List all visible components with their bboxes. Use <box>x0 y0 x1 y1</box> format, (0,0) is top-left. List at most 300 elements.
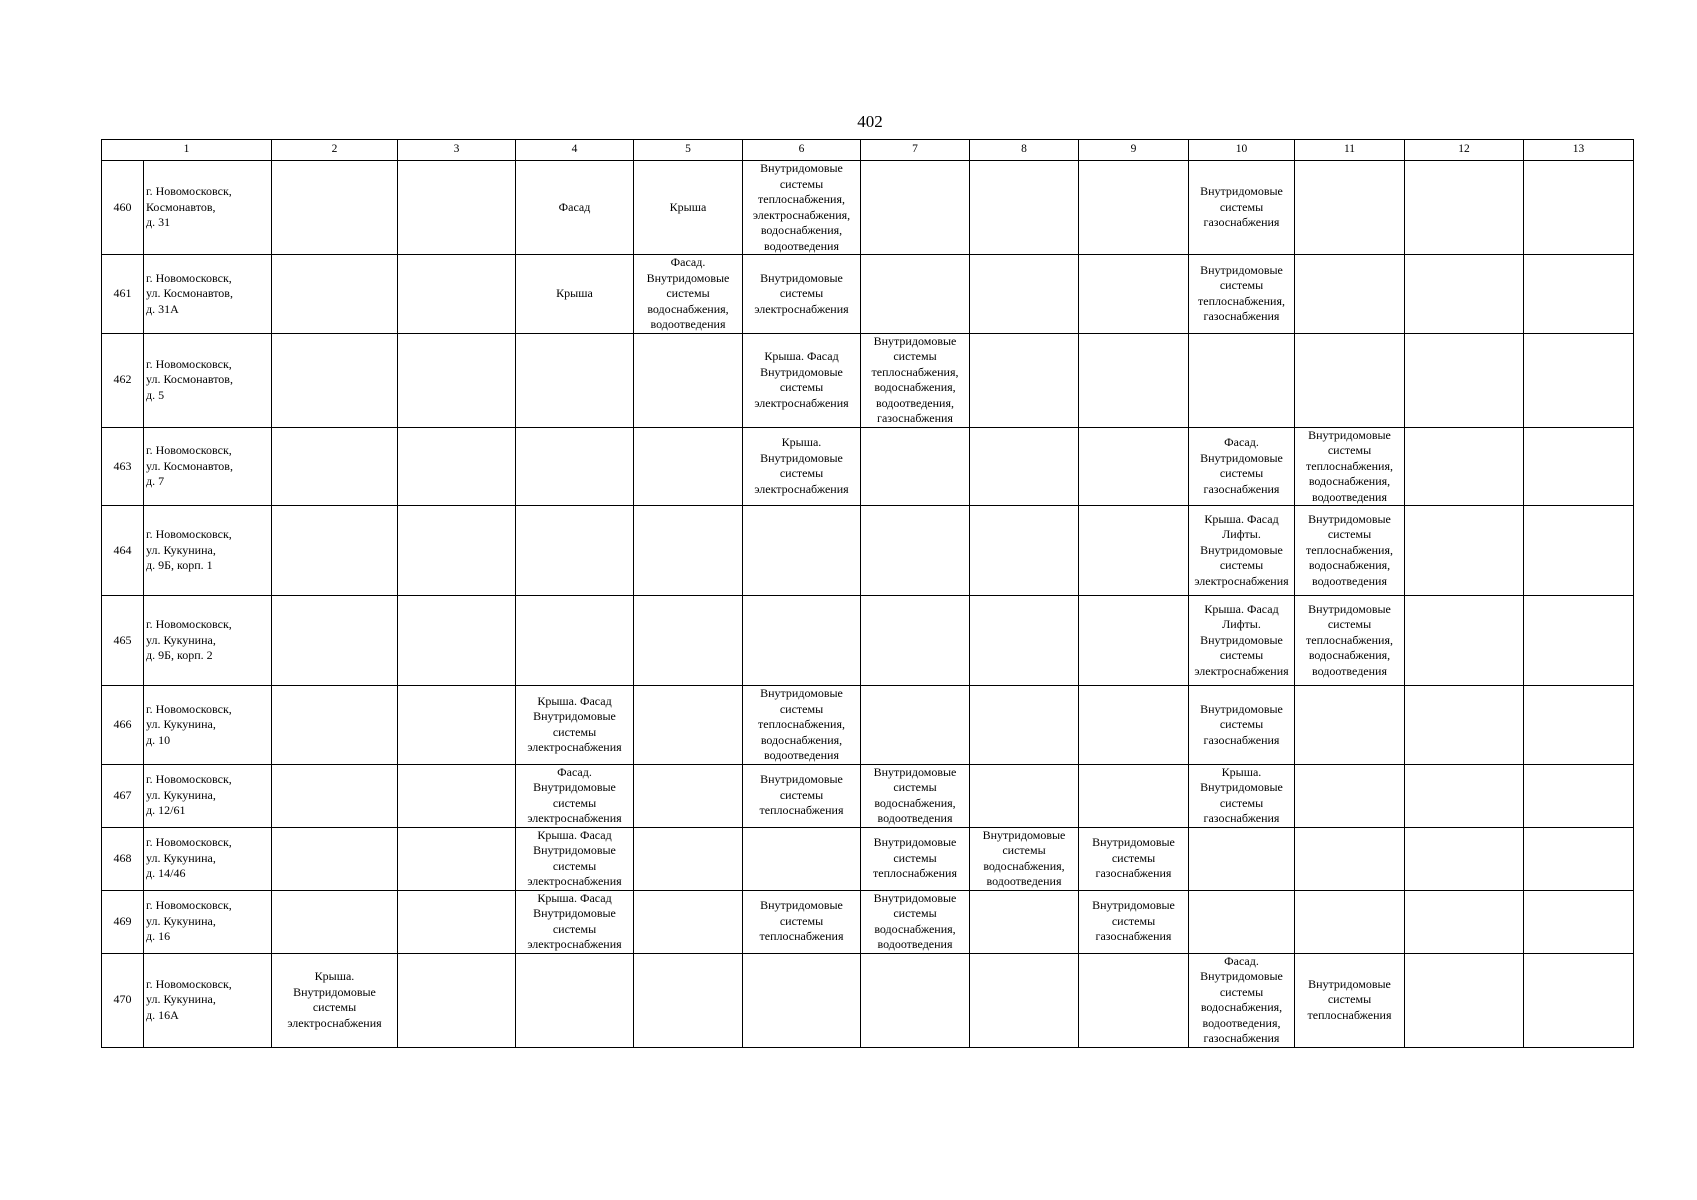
work-cell-col-13 <box>1524 333 1634 427</box>
work-cell-col-3 <box>398 764 516 827</box>
work-cell-col-5 <box>634 427 743 506</box>
work-text-line: теплоснабжения, <box>758 192 845 206</box>
address-line: г. Новомосковск, <box>146 898 232 913</box>
work-text-line: системы <box>1327 992 1372 1007</box>
work-cell-col-6 <box>743 890 861 953</box>
work-cell-col-12 <box>1405 686 1524 765</box>
row-number: 460 <box>102 161 144 255</box>
work-cell-col-8 <box>970 827 1079 890</box>
work-cell-col-12 <box>1405 427 1524 506</box>
work-text-line: электроснабжения <box>527 811 622 825</box>
work-cell-col-10 <box>1189 764 1295 827</box>
work-text-line: системы <box>1327 443 1372 457</box>
table-row <box>102 506 1634 596</box>
work-text-line: Внутридомовые <box>1200 262 1283 277</box>
row-number: 461 <box>102 255 144 334</box>
work-text-line: теплоснабжения <box>759 803 844 818</box>
work-cell-col-12 <box>1405 890 1524 953</box>
work-cell-col-9 <box>1079 686 1189 765</box>
work-cell-col-3 <box>398 890 516 953</box>
work-text-line: водоснабжения, <box>874 921 956 936</box>
address-line: г. Новомосковск, <box>146 835 232 850</box>
work-text-line: теплоснабжения <box>873 866 957 881</box>
work-cell-col-10 <box>1189 596 1295 686</box>
work-cell-col-6 <box>743 953 861 1047</box>
work-text-line: системы <box>1219 648 1264 663</box>
work-text-line: водоотведения <box>650 317 726 331</box>
work-cell-col-13 <box>1524 506 1634 596</box>
work-cell-col-8 <box>970 953 1079 1047</box>
work-cell-col-3 <box>398 333 516 427</box>
work-text-line: Внутридомовые <box>873 764 957 779</box>
work-cell-col-7 <box>861 333 970 427</box>
address-line: г. Новомосковск, <box>146 976 232 991</box>
work-text-line: системы <box>1219 278 1264 293</box>
work-cell-col-12 <box>1405 596 1524 686</box>
address-cell <box>144 890 272 953</box>
work-cell-col-11 <box>1295 161 1405 255</box>
work-text-line: Внутридомовые <box>1092 898 1175 913</box>
work-cell-col-7 <box>861 953 970 1047</box>
work-cell-col-5 <box>634 333 743 427</box>
work-cell-col-4 <box>516 953 634 1047</box>
column-number-header: 10 <box>1189 140 1295 161</box>
work-cell-col-6 <box>743 686 861 765</box>
address-line: г. Новомосковск, <box>146 270 232 285</box>
table-row <box>102 596 1634 686</box>
work-cell-col-2 <box>272 953 398 1047</box>
work-text-line: газоснабжения <box>1203 215 1280 230</box>
work-cell-col-7 <box>861 596 970 686</box>
work-cell-col-8 <box>970 427 1079 506</box>
work-text-line: системы <box>893 906 937 920</box>
work-cell-col-6 <box>743 161 861 255</box>
work-text-line: системы <box>312 1000 357 1014</box>
address-line: ул. Кукунина, <box>146 913 216 928</box>
work-cell-col-3 <box>398 596 516 686</box>
address-cell <box>144 333 272 427</box>
address-cell <box>144 255 272 334</box>
work-cell-col-7 <box>861 764 970 827</box>
work-cell-col-10 <box>1189 890 1295 953</box>
work-cell-col-8 <box>970 333 1079 427</box>
address-line: г. Новомосковск, <box>146 617 232 632</box>
work-text-line: водоснабжения, <box>760 223 843 237</box>
work-text-line: водоснабжения, <box>1200 1000 1283 1014</box>
work-cell-col-11 <box>1295 686 1405 765</box>
work-text-line: системы <box>1219 984 1264 999</box>
repair-schedule-table <box>101 139 1634 1048</box>
column-number-header: 11 <box>1295 140 1405 161</box>
work-cell-col-8 <box>970 596 1079 686</box>
work-text-line: Внутридомовые <box>760 772 843 787</box>
work-text-line: водоотведения <box>877 937 953 951</box>
address-line: д. 9Б, корп. 1 <box>146 558 213 573</box>
work-text-line: Внутридомовые <box>1200 969 1283 983</box>
work-cell-col-11 <box>1295 506 1405 596</box>
work-cell-col-9 <box>1079 506 1189 596</box>
work-text-line: Внутридомовые <box>873 835 957 850</box>
address-line: д. 10 <box>146 732 171 747</box>
work-cell-col-12 <box>1405 333 1524 427</box>
work-text-line: водоотведения <box>1312 573 1387 588</box>
work-text-line: водоснабжения, <box>647 301 729 316</box>
work-text-line: газоснабжения <box>1095 866 1172 881</box>
work-text-line: Внутридомовые <box>533 709 616 724</box>
work-text-line: системы <box>1327 527 1372 542</box>
work-text-line: Внутридомовые <box>1200 450 1283 465</box>
address-line: д. 16А <box>146 1007 179 1022</box>
address-line: ул. Кукунина, <box>146 787 216 802</box>
work-cell-col-8 <box>970 686 1079 765</box>
column-number-header: 8 <box>970 140 1079 161</box>
address-line: д. 31А <box>146 301 179 316</box>
table-row <box>102 333 1634 427</box>
address-cell <box>144 427 272 506</box>
work-cell-col-2 <box>272 596 398 686</box>
address-line: г. Новомосковск, <box>146 772 232 787</box>
work-text-line: Крыша. Фасад <box>1204 511 1279 526</box>
work-text-line: Внутридомовые <box>646 270 730 285</box>
work-cell-col-10 <box>1189 686 1295 765</box>
work-text-line: системы <box>893 349 937 363</box>
work-text-line: Внутридомовые <box>1308 511 1391 526</box>
row-number: 467 <box>102 764 144 827</box>
work-cell-col-2 <box>272 506 398 596</box>
work-cell-col-11 <box>1295 596 1405 686</box>
work-text-line: Внутридомовые <box>873 333 957 348</box>
work-cell-col-3 <box>398 686 516 765</box>
work-text-line: системы <box>666 286 710 300</box>
work-cell-col-5 <box>634 255 743 334</box>
work-cell-col-6 <box>743 764 861 827</box>
address-line: ул. Космонавтов, <box>146 458 233 473</box>
work-text-line: Крыша. Фасад <box>537 890 612 905</box>
work-text-line: Крыша. Фасад <box>1204 601 1279 616</box>
work-cell-col-4 <box>516 333 634 427</box>
work-cell-col-5 <box>634 890 743 953</box>
column-number-header: 13 <box>1524 140 1634 161</box>
address-line: ул. Кукунина, <box>146 850 216 865</box>
work-text-line: водоотведения <box>764 238 839 253</box>
address-line: Космонавтов, <box>146 199 216 214</box>
work-cell-col-13 <box>1524 764 1634 827</box>
address-cell <box>144 827 272 890</box>
work-cell-col-3 <box>398 427 516 506</box>
address-line: ул. Кукунина, <box>146 992 216 1007</box>
work-cell-col-2 <box>272 333 398 427</box>
work-text-line: системы <box>552 858 597 873</box>
work-text-line: электроснабжения <box>1194 573 1289 588</box>
work-text-line: Внутридомовые <box>760 450 843 465</box>
work-text-line: системы <box>779 380 824 394</box>
work-text-line: Внутридомовые <box>760 364 843 379</box>
work-cell-col-4 <box>516 686 634 765</box>
address-line: г. Новомосковск, <box>146 356 232 371</box>
work-text-line: системы <box>1111 913 1156 928</box>
work-cell-col-7 <box>861 255 970 334</box>
work-cell-col-10 <box>1189 953 1295 1047</box>
work-text-line: Фасад. <box>1224 953 1259 968</box>
work-text-line: Внутридомовые <box>293 984 376 999</box>
work-cell-col-2 <box>272 827 398 890</box>
work-cell-col-13 <box>1524 686 1634 765</box>
work-cell-col-12 <box>1405 255 1524 334</box>
work-cell-col-7 <box>861 686 970 765</box>
address-cell <box>144 686 272 765</box>
work-cell-col-6 <box>743 427 861 506</box>
work-cell-col-6 <box>743 333 861 427</box>
work-text-line: системы <box>1327 617 1372 632</box>
work-cell-col-2 <box>272 764 398 827</box>
work-text-line: водоотведения <box>1312 489 1387 504</box>
row-number: 462 <box>102 333 144 427</box>
work-cell-col-8 <box>970 506 1079 596</box>
work-cell-col-4 <box>516 596 634 686</box>
work-cell-col-13 <box>1524 161 1634 255</box>
work-text-line: Крыша. Фасад <box>537 827 612 842</box>
work-text-line: газоснабжения <box>1203 811 1280 825</box>
work-cell-col-4 <box>516 255 634 334</box>
work-cell-col-13 <box>1524 953 1634 1047</box>
work-cell-col-4 <box>516 427 634 506</box>
work-text-line: газоснабжения <box>1203 732 1280 747</box>
address-line: ул. Кукунина, <box>146 542 216 557</box>
work-text-line: Крыша. <box>1221 764 1262 779</box>
work-cell-col-9 <box>1079 890 1189 953</box>
work-text-line: системы <box>1219 199 1264 214</box>
column-number-header: 7 <box>861 140 970 161</box>
address-line: д. 9Б, корп. 2 <box>146 648 213 663</box>
work-cell-col-2 <box>272 427 398 506</box>
work-cell-col-6 <box>743 255 861 334</box>
work-text-line: Внутридомовые <box>533 843 616 857</box>
work-text-line: системы <box>1219 717 1264 731</box>
work-cell-col-13 <box>1524 827 1634 890</box>
work-cell-col-5 <box>634 827 743 890</box>
work-text-line: теплоснабжения, <box>1306 542 1393 557</box>
work-cell-col-5 <box>634 686 743 765</box>
work-text-line: водоснабжения, <box>874 795 956 810</box>
work-cell-col-10 <box>1189 255 1295 334</box>
work-text-line: Крыша <box>556 286 593 300</box>
address-line: г. Новомосковск, <box>146 701 232 716</box>
work-text-line: водоснабжения, <box>874 380 956 394</box>
work-cell-col-11 <box>1295 764 1405 827</box>
work-cell-col-9 <box>1079 255 1189 334</box>
column-number-header: 1 <box>102 140 272 161</box>
work-text-line: Внутридомовые <box>1308 601 1391 616</box>
work-text-line: системы <box>552 921 597 936</box>
work-cell-col-11 <box>1295 827 1405 890</box>
work-text-line: водоснабжения, <box>1308 474 1391 488</box>
work-text-line: системы <box>1111 850 1156 865</box>
work-text-line: Крыша. <box>781 435 822 450</box>
work-text-line: Внутридомовые <box>760 686 843 700</box>
column-number-header: 3 <box>398 140 516 161</box>
work-text-line: теплоснабжения, <box>1306 458 1393 473</box>
work-text-line: Внутридомовые <box>1200 542 1283 557</box>
work-cell-col-9 <box>1079 827 1189 890</box>
row-number: 465 <box>102 596 144 686</box>
work-cell-col-11 <box>1295 890 1405 953</box>
work-text-line: системы <box>779 787 824 802</box>
table-row <box>102 827 1634 890</box>
work-text-line: Внутридомовые <box>760 161 843 175</box>
work-text-line: водоотведения, <box>1202 1015 1281 1030</box>
work-cell-col-6 <box>743 506 861 596</box>
table-row <box>102 427 1634 506</box>
address-line: д. 12/61 <box>146 803 186 818</box>
work-text-line: Фасад. <box>1224 435 1259 450</box>
address-cell <box>144 506 272 596</box>
column-number-header: 9 <box>1079 140 1189 161</box>
work-cell-col-11 <box>1295 953 1405 1047</box>
work-text-line: Внутридомовые <box>760 270 843 285</box>
work-text-line: теплоснабжения, <box>1198 293 1285 308</box>
work-text-line: водоотведения, <box>876 395 954 410</box>
work-text-line: системы <box>1219 558 1264 573</box>
work-cell-col-12 <box>1405 161 1524 255</box>
work-cell-col-12 <box>1405 827 1524 890</box>
address-line: ул. Космонавтов, <box>146 286 233 300</box>
work-cell-col-3 <box>398 827 516 890</box>
work-cell-col-9 <box>1079 953 1189 1047</box>
work-cell-col-13 <box>1524 255 1634 334</box>
work-cell-col-2 <box>272 890 398 953</box>
page-number: 402 <box>857 112 883 131</box>
address-line: ул. Космонавтов, <box>146 372 233 387</box>
work-text-line: теплоснабжения, <box>1306 632 1393 647</box>
work-cell-col-7 <box>861 890 970 953</box>
work-text-line: электроснабжения <box>1194 663 1289 678</box>
column-number-header-row <box>102 140 1634 161</box>
work-cell-col-11 <box>1295 427 1405 506</box>
address-line: ул. Кукунина, <box>146 632 216 647</box>
work-cell-col-9 <box>1079 427 1189 506</box>
column-number-header: 5 <box>634 140 743 161</box>
work-cell-col-4 <box>516 506 634 596</box>
work-text-line: системы <box>779 286 824 300</box>
work-cell-col-10 <box>1189 427 1295 506</box>
table-body <box>102 140 1634 1048</box>
work-text-line: газоснабжения <box>1203 309 1280 324</box>
work-cell-col-4 <box>516 827 634 890</box>
work-cell-col-3 <box>398 161 516 255</box>
work-cell-col-13 <box>1524 427 1634 506</box>
row-number: 468 <box>102 827 144 890</box>
work-text-line: газоснабжения <box>1095 929 1172 944</box>
work-text-line: Фасад. <box>557 764 592 779</box>
row-number: 470 <box>102 953 144 1047</box>
work-text-line: Внутридомовые <box>1200 632 1283 647</box>
column-number-header: 6 <box>743 140 861 161</box>
work-text-line: электроснабжения <box>527 740 622 755</box>
work-cell-col-6 <box>743 596 861 686</box>
address-line: г. Новомосковск, <box>146 184 232 199</box>
work-cell-col-9 <box>1079 596 1189 686</box>
work-text-line: Внутридомовые <box>533 906 616 920</box>
work-text-line: системы <box>779 176 824 191</box>
work-text-line: Внутридомовые <box>1092 835 1175 850</box>
work-cell-col-6 <box>743 827 861 890</box>
work-text-line: Внутридомовые <box>1200 701 1283 716</box>
work-cell-col-5 <box>634 506 743 596</box>
work-cell-col-8 <box>970 764 1079 827</box>
row-number: 469 <box>102 890 144 953</box>
work-cell-col-3 <box>398 506 516 596</box>
work-text-line: газоснабжения <box>1203 1031 1280 1045</box>
column-number-header: 4 <box>516 140 634 161</box>
work-text-line: Внутридомовые <box>1308 976 1391 991</box>
work-text-line: Внутридомовые <box>1308 427 1391 442</box>
work-cell-col-7 <box>861 506 970 596</box>
address-line: д. 5 <box>146 387 165 402</box>
work-text-line: системы <box>1219 466 1264 481</box>
work-cell-col-2 <box>272 255 398 334</box>
work-text-line: водоотведения <box>1312 663 1387 678</box>
work-text-line: электроснабжения <box>754 301 849 316</box>
table-row <box>102 764 1634 827</box>
work-text-line: газоснабжения <box>877 411 953 425</box>
address-line: д. 7 <box>146 474 165 488</box>
work-cell-col-4 <box>516 161 634 255</box>
work-cell-col-2 <box>272 161 398 255</box>
work-text-line: Внутридомовые <box>1200 780 1283 794</box>
work-cell-col-7 <box>861 161 970 255</box>
work-text-line: Внутридомовые <box>873 890 957 905</box>
work-cell-col-9 <box>1079 161 1189 255</box>
work-cell-col-8 <box>970 161 1079 255</box>
work-cell-col-5 <box>634 764 743 827</box>
row-number: 463 <box>102 427 144 506</box>
table-row <box>102 161 1634 255</box>
work-text-line: Крыша. Фасад <box>537 693 612 708</box>
column-number-header: 2 <box>272 140 398 161</box>
work-cell-col-4 <box>516 764 634 827</box>
work-text-line: водоснабжения, <box>1308 648 1391 663</box>
work-text-line: Фасад. <box>670 255 706 269</box>
work-cell-col-7 <box>861 827 970 890</box>
work-cell-col-9 <box>1079 333 1189 427</box>
work-text-line: системы <box>893 850 937 865</box>
work-text-line: электроснабжения <box>527 937 622 951</box>
table-row <box>102 890 1634 953</box>
table-row <box>102 953 1634 1047</box>
address-cell <box>144 596 272 686</box>
work-cell-col-10 <box>1189 827 1295 890</box>
address-line: г. Новомосковск, <box>146 443 232 457</box>
table-row <box>102 255 1634 334</box>
work-text-line: Лифты. <box>1222 527 1261 542</box>
address-line: д. 14/46 <box>146 866 186 881</box>
work-cell-col-10 <box>1189 161 1295 255</box>
work-cell-col-9 <box>1079 764 1189 827</box>
work-cell-col-13 <box>1524 596 1634 686</box>
work-text-line: Внутридомовые <box>982 827 1066 842</box>
work-text-line: Внутридомовые <box>1200 184 1283 199</box>
work-cell-col-5 <box>634 596 743 686</box>
work-text-line: системы <box>552 724 597 739</box>
work-cell-col-12 <box>1405 953 1524 1047</box>
work-text-line: электроснабжения, <box>752 207 851 222</box>
work-cell-col-3 <box>398 953 516 1047</box>
work-text-line: электроснабжения <box>754 481 849 496</box>
work-cell-col-12 <box>1405 764 1524 827</box>
work-cell-col-3 <box>398 255 516 334</box>
work-cell-col-2 <box>272 686 398 765</box>
address-cell <box>144 953 272 1047</box>
